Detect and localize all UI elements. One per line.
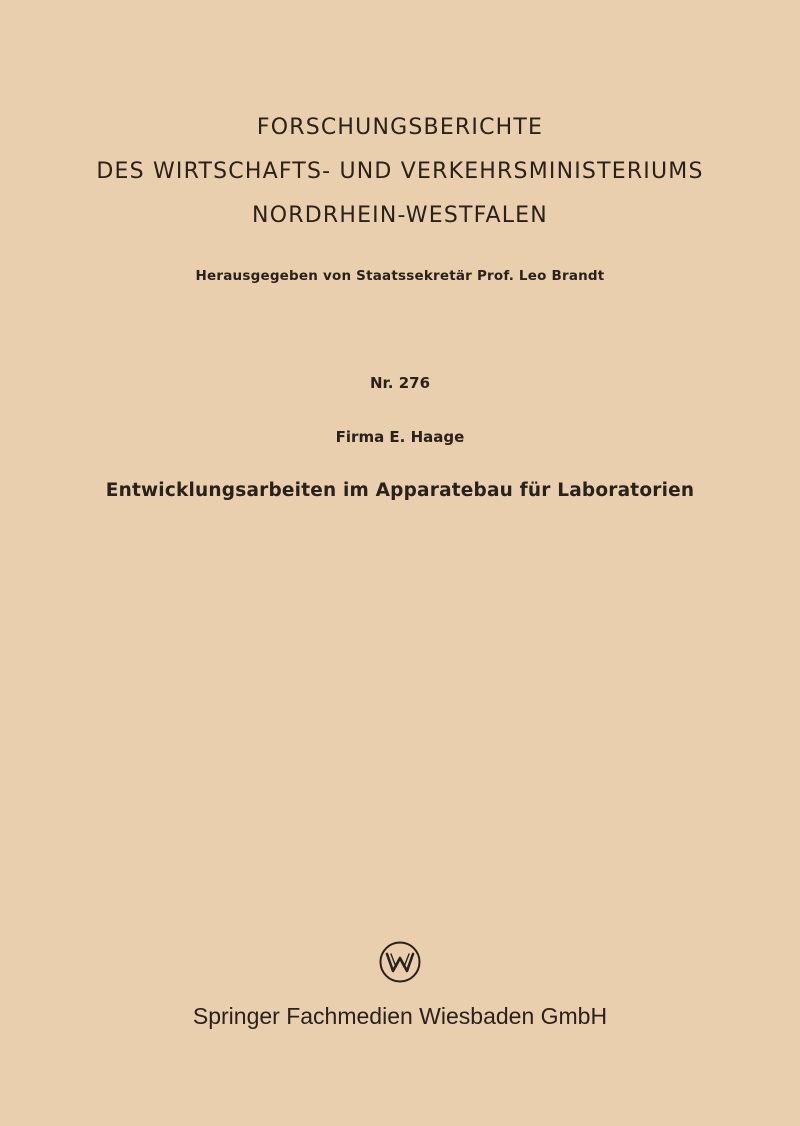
editor-line: Herausgegeben von Staatssekretär Prof. Leo Brandt <box>195 268 605 284</box>
publisher-name: Springer Fachmedien Wiesbaden GmbH <box>192 1003 608 1029</box>
author: Firma E. Haage <box>335 428 465 446</box>
volume-number: Nr. 276 <box>369 374 431 392</box>
series-title-line-2: DES WIRTSCHAFTS- UND VERKEHRSMINISTERIUMS <box>96 159 704 184</box>
series-title <box>0 106 800 238</box>
series-title-line-3: NORDRHEIN-WESTFALEN <box>252 203 548 228</box>
book-title: Entwicklungsarbeiten im Apparatebau für Laboratorien <box>105 480 695 501</box>
series-title-line-1: FORSCHUNGSBERICHTE <box>256 115 544 140</box>
publisher-logo-svg <box>378 940 422 984</box>
publisher-logo-icon <box>378 940 422 984</box>
